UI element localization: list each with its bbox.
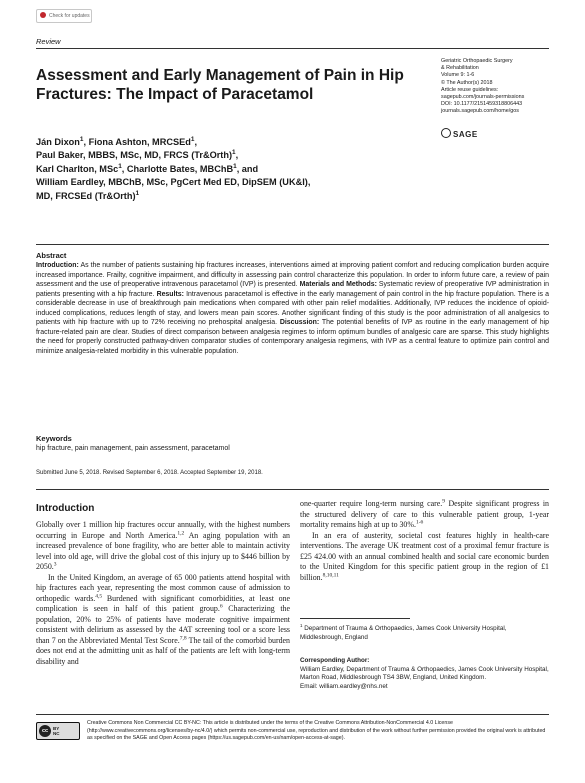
footnote-rule — [300, 618, 410, 619]
author-line-2: Paul Baker, MBBS, MSc, MD, FRCS (Tr&Orth)$^1$, — [36, 149, 239, 161]
author-line-3: Karl Charlton, MSc$^1$, Charlotte Bates, MBChB$^1$, and — [36, 162, 259, 174]
author-list — [36, 136, 416, 203]
right-column — [300, 499, 549, 583]
author-line-5: MD, FRCSEd (Tr&Orth)$^1$ — [36, 189, 140, 201]
journal-info — [441, 58, 561, 116]
journal-home-link[interactable]: journals.sagepub.com/home/gos — [441, 108, 519, 115]
sage-logo — [441, 128, 478, 139]
abstract-heading: Abstract — [36, 251, 67, 260]
corresponding-email[interactable]: Email: william.eardley@nhs.net — [300, 682, 388, 690]
sage-logo-icon — [441, 128, 451, 138]
intro-paragraph-2: In the United Kingdom, an average of 65 000 patients attend hospital with hip fractures each year, representing the most common cause of admission to orthopedic wards.$^{4,5}$ Burdened with significant comorbidities, at least one complication is seen in half of this patient group.$^6$ Characterizing the population, 20% to 25% of patients have moderate cognitive impairment consistent with delirium as assessed by the 4AT screening tool or a score less than 7 on the Abbreviated Mental Test Score.$^{7,8}$ The tail of the comorbid burden does not end at the admitting unit as half of the patients are left with long-term disability and — [36, 572, 290, 666]
body-top-rule — [36, 489, 549, 490]
journal-copyright: © The Author(s) 2018 — [441, 79, 493, 86]
updates-icon — [40, 12, 46, 18]
cc-icon: cc — [39, 725, 51, 737]
cc-terms: BY NC — [53, 726, 60, 736]
license-rule — [36, 714, 549, 715]
intro-paragraph-1: Globally over 1 million hip fractures occur annually, with the highest numbers occurring in Europe and North America.$^{1,2}$ An aging population with an increased prevalence of bone fragility, who are better able to maintain activity level into old age, will drive the global cost of this injury up to $446 billion by 2050.$^3$ — [36, 520, 290, 571]
abstract-top-rule — [36, 244, 549, 245]
check-for-updates-badge[interactable] — [36, 9, 92, 23]
permissions-link[interactable]: sagepub.com/journals-permissions — [441, 94, 525, 101]
corresponding-text: William Eardley, Department of Trauma & Orthopaedics, James Cook University Hospital, Marton Road, Middlesbrough TS4 3BW, England, United Kingdom. — [300, 665, 549, 681]
journal-name-1: Geriatric Orthopaedic Surgery — [441, 58, 513, 64]
submission-dates: Submitted June 5, 2018. Revised September 6, 2018. Accepted September 19, 2018. — [36, 470, 263, 476]
author-line-1: Ján Dixon$^1$, Fiona Ashton, MRCSEd$^1$, — [36, 135, 198, 147]
journal-volume: Volume 9: 1-6 — [441, 72, 475, 79]
section-label: Review — [36, 37, 61, 46]
article-title: Assessment and Early Management of Pain in Hip Fractures: The Impact of Paracetamol — [36, 67, 404, 103]
journal-reuse: Article reuse guidelines: — [441, 86, 499, 93]
keywords-heading: Keywords — [36, 434, 72, 443]
intro-paragraph-3: one-quarter require long-term nursing care.$^9$ Despite significant progress in the structured delivery of care to this vulnerable patient group, 1-year mortality remains high at up to 30%.$^{1-6}$ — [300, 498, 549, 529]
badge-label: Check for updates — [49, 13, 90, 19]
left-column — [36, 520, 290, 667]
introduction-heading: Introduction — [36, 503, 95, 514]
header-rule — [36, 48, 549, 49]
publisher-name: SAGE — [453, 130, 478, 139]
license-text: Creative Commons Non Commercial CC BY-NC: This article is distributed under the terms of the Creative Commons Attribution-NonCommercial 4.0 License (http://www.creativecommons.org/licenses/by-nc/4.0/) which permits non-commercial use, reproduction and distribution of the work without further permission provided the original work is attributed as specified on the SAGE and Open Access pages (https://us.sagepub.com/en-us/nam/open-access-at-sage). — [87, 720, 546, 741]
journal-doi[interactable]: DOI: 10.1177/2151459318806443 — [441, 101, 523, 108]
author-line-4: William Eardley, MBChB, MSc, PgCert Med ED, DipSEM (UK&I), — [36, 177, 311, 188]
abstract-text: Introduction: As the number of patients sustaining hip fractures increases, interventions aimed at improving patient comfort and reducing complication burden acquire increased importance. Frailty, cognitive impairment, and difficulty in assessing pain control characterize this population. In order to inform future care, a review of pain assessment and the use of preoperative intravenous paracetamol (IVP) is presented. Materials and Methods: Systematic review of preoperative IVP administration in patients presenting with a hip fracture. Results: Intravenous paracetamol is effective in the early management of pain control in the hip fracture population. There is a considerable decrease in use of breakthrough pain medications when compared with other pain relief modalities. Additionally, IVP reduces the incidence of opioid-induced complications, reduces length of stay, and lowers mean pain scores. Another significant finding of this study is the poor administration of all analgesics to patients with hip fracture with up to 72% receiving no prehospital analgesia. Discussion: The potential benefits of IVP as routine in the early management of hip fracture-related pain are clear. Studies of direct comparison between analgesia regimes to inform optimum bundles of analgesic care are sparse. This study highlights the need for properly constructed pathway-driven comparator studies of contemporary analgesia regimens, with IVP as a central feature to optimize pain control and minimize analgesia-related morbidity in this vulnerable population. — [36, 262, 550, 355]
affiliation: $^1$ Department of Trauma & Orthopaedics, James Cook University Hospital, Middlesbrough, England — [300, 622, 507, 641]
keywords-text: hip fracture, pain management, pain assessment, paracetamol — [36, 445, 230, 452]
cc-license-icon[interactable] — [36, 722, 80, 740]
journal-name-2: & Rehabilitation — [441, 65, 479, 72]
corresponding-heading: Corresponding Author: — [300, 657, 370, 664]
intro-paragraph-4: In an era of austerity, societal cost features highly in health-care interventions. The average UK treatment cost of a proximal femur fracture is £25 424.00 with an annual combined health and social care economic burden to the United Kingdom for this specific patient group in the region of £1 billion.$^{8,10,11}$ — [300, 530, 549, 582]
corresponding-author — [300, 657, 549, 691]
